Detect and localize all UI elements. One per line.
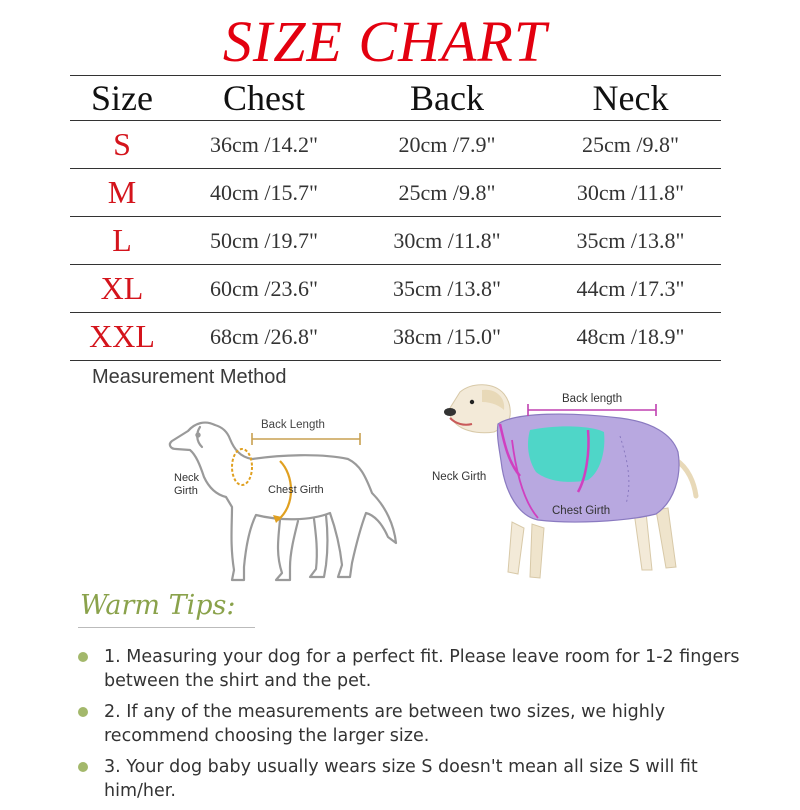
neck-girth-label-line1: Neck [174,472,200,484]
neck-girth-label: Neck Girth [432,471,487,483]
size-label: XL [70,265,174,313]
header-neck: Neck [540,76,721,121]
dog-coat-diagram [420,372,705,592]
table-row [70,313,721,361]
chest-value: 40cm /15.7" [174,169,354,217]
chest-girth-label: Chest Girth [552,505,611,517]
list-item [78,700,748,748]
neck-girth-label-line2: Girth [174,485,198,497]
neck-value: 30cm /11.8" [540,169,721,217]
table-row [70,217,721,265]
header-size: Size [70,76,174,121]
size-label: M [70,169,174,217]
page-title: SIZE CHART [222,9,548,74]
tips-list [78,645,748,810]
size-table [70,75,721,361]
dog-outline-icon [170,423,396,580]
back-length-marker [252,419,360,445]
list-item [78,645,748,693]
warm-tips-title: Warm Tips: [80,590,236,621]
neck-value: 25cm /9.8" [540,121,721,169]
back-value: 38cm /15.0" [354,313,540,361]
table-row [70,265,721,313]
table-row [70,169,721,217]
back-value: 30cm /11.8" [354,217,540,265]
table-header-row [70,76,721,121]
size-label: S [70,121,174,169]
bullet-dot-icon [78,652,88,662]
header-chest: Chest [174,76,354,121]
size-label: L [70,217,174,265]
warm-tips-divider [78,627,255,628]
chest-value: 68cm /26.8" [174,313,354,361]
back-length-marker [528,393,656,416]
back-length-label: Back Length [261,419,325,431]
chest-value: 50cm /19.7" [174,217,354,265]
back-length-label: Back length [562,393,623,405]
neck-value: 48cm /18.9" [540,313,721,361]
back-value: 25cm /9.8" [354,169,540,217]
header-back: Back [354,76,540,121]
neck-value: 35cm /13.8" [540,217,721,265]
tip-text: 1. Measuring your dog for a perfect fit. Please leave room for 1-2 fingers between the shirt and the pet. [104,647,740,691]
table-row [70,121,721,169]
bullet-dot-icon [78,762,88,772]
back-value: 20cm /7.9" [354,121,540,169]
neck-value: 44cm /17.3" [540,265,721,313]
tip-text: 2. If any of the measurements are between two sizes, we highly recommend choosing the larger size. [104,702,666,746]
chest-value: 36cm /14.2" [174,121,354,169]
measurement-method-title: Measurement Method [92,366,287,388]
bullet-dot-icon [78,707,88,717]
chest-value: 60cm /23.6" [174,265,354,313]
chest-girth-label: Chest Girth [268,484,324,496]
list-item [78,755,748,803]
back-value: 35cm /13.8" [354,265,540,313]
dog-outline-diagram [160,395,410,600]
size-label: XXL [70,313,174,361]
tip-text: 3. Your dog baby usually wears size S doesn't mean all size S will fit him/her. [104,757,698,801]
chest-girth-marker [268,461,324,523]
